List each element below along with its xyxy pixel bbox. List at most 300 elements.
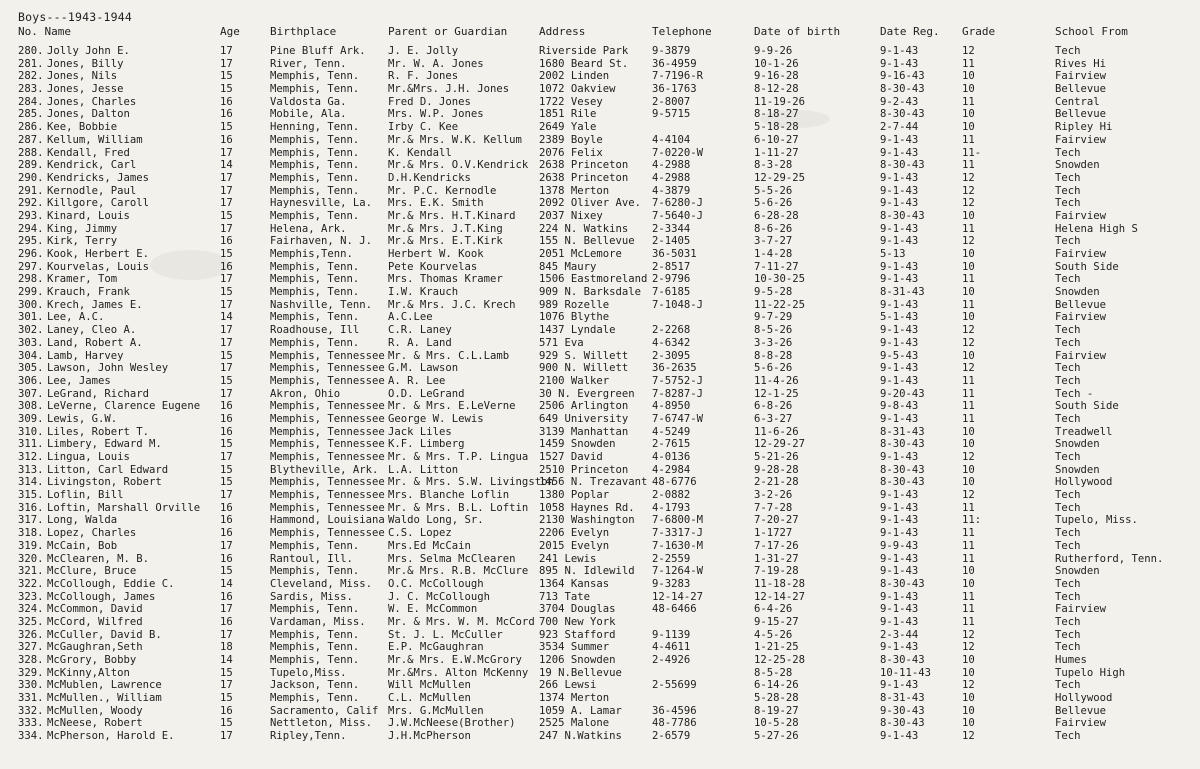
date-registered-cell: 9-1-43	[880, 641, 919, 654]
student-name-cell: McMublen, Lawrence	[47, 679, 162, 692]
age-cell: 16	[220, 704, 233, 717]
date-of-birth-cell: 8-18-27	[754, 108, 799, 121]
birthplace-cell: Memphis, Tenn.	[270, 209, 360, 222]
address-cell: 2638 Princeton	[539, 159, 629, 172]
table-row	[0, 717, 1200, 730]
grade-cell: 10	[962, 565, 975, 578]
student-name-cell: Kinard, Louis	[47, 209, 130, 222]
birthplace-cell: Memphis, Tennessee	[270, 476, 385, 489]
address-cell: 649 University	[539, 412, 629, 425]
date-registered-cell: 9-1-43	[880, 362, 919, 375]
table-row	[0, 58, 1200, 71]
student-name-cell: Litton, Carl Edward	[47, 463, 169, 476]
address-cell: 2092 Oliver Ave.	[539, 197, 642, 210]
table-row	[0, 603, 1200, 616]
date-registered-cell: 5-13	[880, 248, 906, 260]
date-registered-cell: 9-1-43	[880, 603, 919, 616]
birthplace-cell: Memphis, Tenn.	[270, 146, 360, 159]
age-cell: 15	[220, 565, 233, 578]
school-from-cell: Snowden	[1055, 159, 1100, 172]
date-of-birth-cell: 3-3-26	[754, 336, 793, 349]
table-row	[0, 413, 1200, 426]
address-cell: 1076 Blythe	[539, 311, 610, 324]
table-row	[0, 70, 1200, 83]
grade-cell: 11	[962, 95, 975, 108]
address-cell: 266 Lewsi	[539, 679, 597, 692]
parent-guardian-cell: R. F. Jones	[388, 70, 459, 83]
grade-cell: 11	[962, 273, 975, 286]
telephone-cell: 7-5640-J	[652, 209, 704, 222]
grade-cell: 10	[962, 666, 975, 679]
row-number-cell: 322.	[18, 577, 44, 590]
table-row	[0, 489, 1200, 502]
date-registered-cell: 8-30-43	[880, 717, 925, 730]
table-row	[0, 388, 1200, 401]
student-name-cell: Jones, Dalton	[47, 108, 130, 121]
age-cell: 17	[220, 362, 233, 375]
parent-guardian-cell: Will McMullen	[388, 679, 471, 692]
birthplace-cell: Hammond, Louisiana	[270, 514, 385, 527]
age-cell: 15	[220, 70, 233, 83]
telephone-cell: 36-5031	[652, 248, 697, 260]
row-number-cell: 321.	[18, 565, 44, 578]
header-parent: Parent or Guardian	[388, 25, 508, 38]
birthplace-cell: Memphis, Tenn.	[270, 70, 360, 83]
header-dob: Date of birth	[754, 25, 841, 38]
telephone-cell: 4-2988	[652, 171, 691, 184]
header-school: School From	[1055, 25, 1128, 38]
table-row	[0, 299, 1200, 312]
student-name-cell: Laney, Cleo A.	[47, 324, 137, 337]
grade-cell: 12	[962, 362, 975, 375]
address-cell: 713 Tate	[539, 590, 591, 603]
school-from-cell: Bellevue	[1055, 298, 1107, 311]
parent-guardian-cell: Fred D. Jones	[388, 95, 471, 108]
address-cell: 3704 Douglas	[539, 603, 616, 616]
school-from-cell: Tech	[1055, 641, 1081, 654]
student-name-cell: Kirk, Terry	[47, 235, 118, 248]
table-row	[0, 261, 1200, 274]
parent-guardian-cell: I.W. Krauch	[388, 286, 459, 299]
school-from-cell: Hollywood	[1055, 692, 1113, 705]
date-registered-cell: 9-1-43	[880, 298, 919, 311]
birthplace-cell: Cleveland, Miss.	[270, 577, 373, 590]
date-of-birth-cell: 9-28-28	[754, 463, 799, 476]
age-cell: 16	[220, 235, 233, 248]
grade-cell: 10	[962, 209, 975, 222]
date-of-birth-cell: 6-28-28	[754, 209, 799, 222]
parent-guardian-cell: K.F. Limberg	[388, 438, 465, 451]
grade-cell: 11	[962, 222, 975, 235]
grade-cell: 11	[962, 603, 975, 616]
school-from-cell: Tech -	[1055, 387, 1094, 400]
age-cell: 17	[220, 146, 233, 159]
table-row	[0, 134, 1200, 147]
date-registered-cell: 5-1-43	[880, 311, 919, 324]
date-registered-cell: 9-1-43	[880, 501, 919, 514]
school-from-cell: Hollywood	[1055, 476, 1113, 489]
grade-cell: 12	[962, 489, 975, 502]
date-registered-cell: 9-1-43	[880, 374, 919, 387]
address-cell: 1364 Kansas	[539, 577, 610, 590]
student-name-cell: LeVerne, Clarence Eugene	[47, 400, 201, 413]
date-registered-cell: 8-31-43	[880, 425, 925, 438]
student-name-cell: Kendall, Fred	[47, 146, 130, 159]
row-number-cell: 282.	[18, 70, 44, 83]
date-registered-cell: 8-30-43	[880, 438, 925, 451]
row-number-cell: 283.	[18, 83, 44, 96]
row-number-cell: 312.	[18, 451, 44, 463]
telephone-cell: 4-6342	[652, 336, 691, 349]
birthplace-cell: Memphis, Tenn.	[270, 133, 360, 146]
row-number-cell: 285.	[18, 108, 44, 121]
table-row	[0, 679, 1200, 692]
grade-cell: 10	[962, 692, 975, 705]
date-registered-cell: 8-30-43	[880, 463, 925, 476]
date-registered-cell: 9-1-43	[880, 146, 919, 159]
grade-cell: 12	[962, 324, 975, 337]
grade-cell: 12	[962, 235, 975, 248]
parent-guardian-cell: Mr. & Mrs. S.W. Livingston	[388, 476, 554, 489]
table-row	[0, 172, 1200, 185]
age-cell: 17	[220, 489, 233, 502]
grade-cell: 11	[962, 298, 975, 311]
age-cell: 16	[220, 260, 233, 273]
birthplace-cell: Memphis, Tennessee	[270, 489, 385, 502]
age-cell: 16	[220, 514, 233, 527]
telephone-cell: 4-8950	[652, 400, 691, 413]
grade-cell: 10	[962, 311, 975, 324]
birthplace-cell: Memphis, Tenn.	[270, 184, 360, 197]
school-from-cell: Tech	[1055, 451, 1081, 463]
age-cell: 16	[220, 400, 233, 413]
school-from-cell: Tech	[1055, 501, 1081, 514]
school-from-cell: Fairview	[1055, 209, 1107, 222]
date-of-birth-cell: 2-21-28	[754, 476, 799, 489]
school-from-cell: Bellevue	[1055, 108, 1107, 121]
parent-guardian-cell: W. E. McCommon	[388, 603, 478, 616]
student-name-cell: Lewis, G.W.	[47, 412, 118, 425]
telephone-cell: 2-2268	[652, 324, 691, 337]
telephone-cell: 2-1405	[652, 235, 691, 248]
table-row	[0, 553, 1200, 566]
student-name-cell: Lamb, Harvey	[47, 349, 124, 362]
student-name-cell: Loflin, Bill	[47, 489, 124, 502]
age-cell: 15	[220, 717, 233, 730]
age-cell: 15	[220, 349, 233, 362]
row-number-cell: 294.	[18, 222, 44, 235]
grade-cell: 11	[962, 159, 975, 172]
date-of-birth-cell: 8-5-28	[754, 666, 793, 679]
student-name-cell: Krech, James E.	[47, 298, 143, 311]
birthplace-cell: Memphis, Tennessee	[270, 362, 385, 375]
address-cell: 2100 Walker	[539, 374, 610, 387]
parent-guardian-cell: Waldo Long, Sr.	[388, 514, 484, 527]
date-of-birth-cell: 8-3-28	[754, 159, 793, 172]
birthplace-cell: Memphis, Tennessee	[270, 412, 385, 425]
row-number-cell: 315.	[18, 489, 44, 502]
birthplace-cell: Blytheville, Ark.	[270, 463, 379, 476]
date-registered-cell: 9-1-43	[880, 615, 919, 628]
grade-cell: 10	[962, 463, 975, 476]
student-name-cell: Killgore, Caroll	[47, 197, 150, 210]
table-row	[0, 476, 1200, 489]
table-row	[0, 45, 1200, 58]
address-cell: 571 Eva	[539, 336, 584, 349]
telephone-cell: 7-1264-W	[652, 565, 704, 578]
parent-guardian-cell: Mr. & Mrs. T.P. Lingua	[388, 451, 529, 463]
birthplace-cell: Rantoul, Ill.	[270, 552, 353, 565]
grade-cell: 11	[962, 400, 975, 413]
school-from-cell: Tech	[1055, 362, 1081, 375]
address-cell: 1851 Rile	[539, 108, 597, 121]
grade-cell: 10	[962, 577, 975, 590]
row-number-cell: 280.	[18, 45, 44, 57]
age-cell: 16	[220, 412, 233, 425]
telephone-cell: 2-9796	[652, 273, 691, 286]
table-row	[0, 273, 1200, 286]
date-of-birth-cell: 1-11-27	[754, 146, 799, 159]
parent-guardian-cell: Mr. & Mrs. C.L.Lamb	[388, 349, 510, 362]
address-cell: 1456 N. Trezavant	[539, 476, 648, 489]
birthplace-cell: Memphis, Tennessee	[270, 451, 385, 463]
table-row	[0, 654, 1200, 667]
row-number-cell: 296.	[18, 248, 44, 260]
row-number-cell: 291.	[18, 184, 44, 197]
date-of-birth-cell: 5-27-26	[754, 730, 799, 743]
parent-guardian-cell: Mrs. E.K. Smith	[388, 197, 484, 210]
date-registered-cell: 9-16-43	[880, 70, 925, 83]
table-row	[0, 83, 1200, 96]
grade-cell: 12	[962, 336, 975, 349]
parent-guardian-cell: R. A. Land	[388, 336, 452, 349]
table-row	[0, 185, 1200, 198]
telephone-cell: 4-4104	[652, 133, 691, 146]
table-row	[0, 527, 1200, 540]
age-cell: 17	[220, 298, 233, 311]
parent-guardian-cell: Mr. & Mrs. B.L. Loftin	[388, 501, 529, 514]
date-of-birth-cell: 11-19-26	[754, 95, 806, 108]
row-number-cell: 287.	[18, 133, 44, 146]
age-cell: 16	[220, 425, 233, 438]
age-cell: 15	[220, 476, 233, 489]
birthplace-cell: Roadhouse, Ill	[270, 324, 360, 337]
address-cell: 2506 Arlington	[539, 400, 629, 413]
address-cell: 155 N. Bellevue	[539, 235, 635, 248]
row-number-cell: 281.	[18, 57, 44, 70]
telephone-cell: 9-1139	[652, 628, 691, 641]
date-of-birth-cell: 12-1-25	[754, 387, 799, 400]
parent-guardian-cell: Mr.& Mrs. R.B. McClure	[388, 565, 529, 578]
row-number-cell: 333.	[18, 717, 44, 730]
grade-cell: 12	[962, 171, 975, 184]
birthplace-cell: Haynesville, La.	[270, 197, 373, 210]
date-registered-cell: 8-30-43	[880, 654, 925, 666]
age-cell: 17	[220, 603, 233, 616]
telephone-cell: 2-4926	[652, 654, 691, 666]
row-number-cell: 314.	[18, 476, 44, 489]
parent-guardian-cell: Mr. & Mrs. E.LeVerne	[388, 400, 516, 413]
row-number-cell: 323.	[18, 590, 44, 603]
age-cell: 16	[220, 552, 233, 565]
student-name-cell: McMullen., William	[47, 692, 162, 705]
date-of-birth-cell: 7-19-28	[754, 565, 799, 578]
document-title: Boys---1943-1944	[18, 10, 132, 24]
student-name-cell: Kernodle, Paul	[47, 184, 137, 197]
parent-guardian-cell: St. J. L. McCuller	[388, 628, 503, 641]
telephone-cell: 7-6185	[652, 286, 691, 299]
student-name-cell: Lee, A.C.	[47, 311, 105, 324]
birthplace-cell: Sardis, Miss.	[270, 590, 353, 603]
date-registered-cell: 9-2-43	[880, 95, 919, 108]
telephone-cell: 7-6280-J	[652, 197, 704, 210]
date-registered-cell: 9-1-43	[880, 412, 919, 425]
row-number-cell: 318.	[18, 527, 44, 540]
grade-cell: 10	[962, 349, 975, 362]
birthplace-cell: Valdosta Ga.	[270, 95, 347, 108]
age-cell: 15	[220, 692, 233, 705]
address-cell: 1058 Haynes Rd.	[539, 501, 635, 514]
table-row	[0, 286, 1200, 299]
date-registered-cell: 9-1-43	[880, 324, 919, 337]
date-of-birth-cell: 3-7-27	[754, 235, 793, 248]
parent-guardian-cell: Mr.& Mrs. O.V.Kendrick	[388, 159, 529, 172]
school-from-cell: South Side	[1055, 260, 1119, 273]
student-name-cell: King, Jimmy	[47, 222, 118, 235]
table-row	[0, 210, 1200, 223]
date-of-birth-cell: 1-31-27	[754, 552, 799, 565]
parent-guardian-cell: Jack Liles	[388, 425, 452, 438]
row-number-cell: 304.	[18, 349, 44, 362]
column-header-row	[0, 25, 1200, 39]
table-row	[0, 705, 1200, 718]
parent-guardian-cell: Mr.& Mrs. J.T.King	[388, 222, 503, 235]
date-of-birth-cell: 12-25-28	[754, 654, 806, 666]
school-from-cell: Tupelo, Miss.	[1055, 514, 1138, 527]
age-cell: 17	[220, 336, 233, 349]
student-name-cell: McClure, Bruce	[47, 565, 137, 578]
birthplace-cell: Nettleton, Miss.	[270, 717, 373, 730]
row-number-cell: 332.	[18, 704, 44, 717]
student-name-cell: McCord, Wilfred	[47, 615, 143, 628]
grade-cell: 12	[962, 197, 975, 210]
school-from-cell: Rives Hi	[1055, 57, 1107, 70]
date-registered-cell: 9-1-43	[880, 565, 919, 578]
age-cell: 16	[220, 108, 233, 121]
row-number-cell: 290.	[18, 171, 44, 184]
student-name-cell: Loftin, Marshall Orville	[47, 501, 201, 514]
date-registered-cell: 9-1-43	[880, 552, 919, 565]
grade-cell: 11	[962, 615, 975, 628]
birthplace-cell: Memphis, Tenn.	[270, 260, 360, 273]
parent-guardian-cell: A. R. Lee	[388, 374, 446, 387]
address-cell: 1680 Beard St.	[539, 57, 629, 70]
telephone-cell: 48-6466	[652, 603, 697, 616]
parent-guardian-cell: George W. Lewis	[388, 412, 484, 425]
date-registered-cell: 9-1-43	[880, 222, 919, 235]
telephone-cell: 36-2635	[652, 362, 697, 375]
table-row	[0, 375, 1200, 388]
telephone-cell: 7-1048-J	[652, 298, 704, 311]
date-of-birth-cell: 11-4-26	[754, 374, 799, 387]
date-registered-cell: 9-1-43	[880, 57, 919, 70]
table-row	[0, 591, 1200, 604]
school-from-cell: Rutherford, Tenn.	[1055, 552, 1164, 565]
row-number-cell: 298.	[18, 273, 44, 286]
telephone-cell: 9-3283	[652, 577, 691, 590]
date-of-birth-cell: 10-5-28	[754, 717, 799, 730]
grade-cell: 12	[962, 679, 975, 692]
date-of-birth-cell: 9-15-27	[754, 615, 799, 628]
address-cell: 247 N.Watkins	[539, 730, 622, 743]
date-of-birth-cell: 7-11-27	[754, 260, 799, 273]
birthplace-cell: Memphis, Tenn.	[270, 273, 360, 286]
student-name-cell: McPherson, Harold E.	[47, 730, 175, 743]
student-name-cell: McCain, Bob	[47, 539, 118, 552]
table-row	[0, 438, 1200, 451]
telephone-cell: 7-5752-J	[652, 374, 704, 387]
grade-cell: 10	[962, 704, 975, 717]
telephone-cell: 7-6747-W	[652, 412, 704, 425]
parent-guardian-cell: C.R. Laney	[388, 324, 452, 337]
address-cell: 224 N. Watkins	[539, 222, 629, 235]
grade-cell: 10	[962, 717, 975, 730]
parent-guardian-cell: Mr.& Mrs. E.T.Kirk	[388, 235, 503, 248]
student-name-cell: Livingston, Robert	[47, 476, 162, 489]
date-of-birth-cell: 8-19-27	[754, 704, 799, 717]
parent-guardian-cell: O.C. McCollough	[388, 577, 484, 590]
parent-guardian-cell: Mrs. W.P. Jones	[388, 108, 484, 121]
parent-guardian-cell: J.H.McPherson	[388, 730, 471, 743]
table-row	[0, 96, 1200, 109]
grade-cell: 10	[962, 476, 975, 489]
school-from-cell: Fairview	[1055, 248, 1107, 260]
school-from-cell: Central	[1055, 95, 1100, 108]
school-from-cell: Tech	[1055, 577, 1081, 590]
grade-cell: 10	[962, 121, 975, 134]
student-name-cell: McMullen, Woody	[47, 704, 143, 717]
student-name-cell: Lingua, Louis	[47, 451, 130, 463]
parent-guardian-cell: A.C.Lee	[388, 311, 433, 324]
header-age: Age	[220, 25, 240, 38]
parent-guardian-cell: L.A. Litton	[388, 463, 459, 476]
address-cell: 2037 Nixey	[539, 209, 603, 222]
school-from-cell: Snowden	[1055, 286, 1100, 299]
age-cell: 17	[220, 628, 233, 641]
row-number-cell: 324.	[18, 603, 44, 616]
row-number-cell: 305.	[18, 362, 44, 375]
school-from-cell: Tech	[1055, 590, 1081, 603]
date-of-birth-cell: 5-6-26	[754, 197, 793, 210]
age-cell: 17	[220, 222, 233, 235]
table-row	[0, 197, 1200, 210]
date-registered-cell: 9-5-43	[880, 349, 919, 362]
row-number-cell: 325.	[18, 615, 44, 628]
telephone-cell: 4-5249	[652, 425, 691, 438]
row-number-cell: 297.	[18, 260, 44, 273]
date-of-birth-cell: 8-8-28	[754, 349, 793, 362]
birthplace-cell: Memphis, Tenn.	[270, 83, 360, 96]
date-of-birth-cell: 5-28-28	[754, 692, 799, 705]
birthplace-cell: Memphis, Tenn.	[270, 171, 360, 184]
parent-guardian-cell: Mr. & Mrs. W. M. McCord	[388, 615, 535, 628]
age-cell: 16	[220, 615, 233, 628]
address-cell: 3139 Manhattan	[539, 425, 629, 438]
school-from-cell: Fairview	[1055, 70, 1107, 83]
telephone-cell: 2-3344	[652, 222, 691, 235]
student-name-cell: McGrory, Bobby	[47, 654, 137, 666]
header-birthplace: Birthplace	[270, 25, 337, 38]
